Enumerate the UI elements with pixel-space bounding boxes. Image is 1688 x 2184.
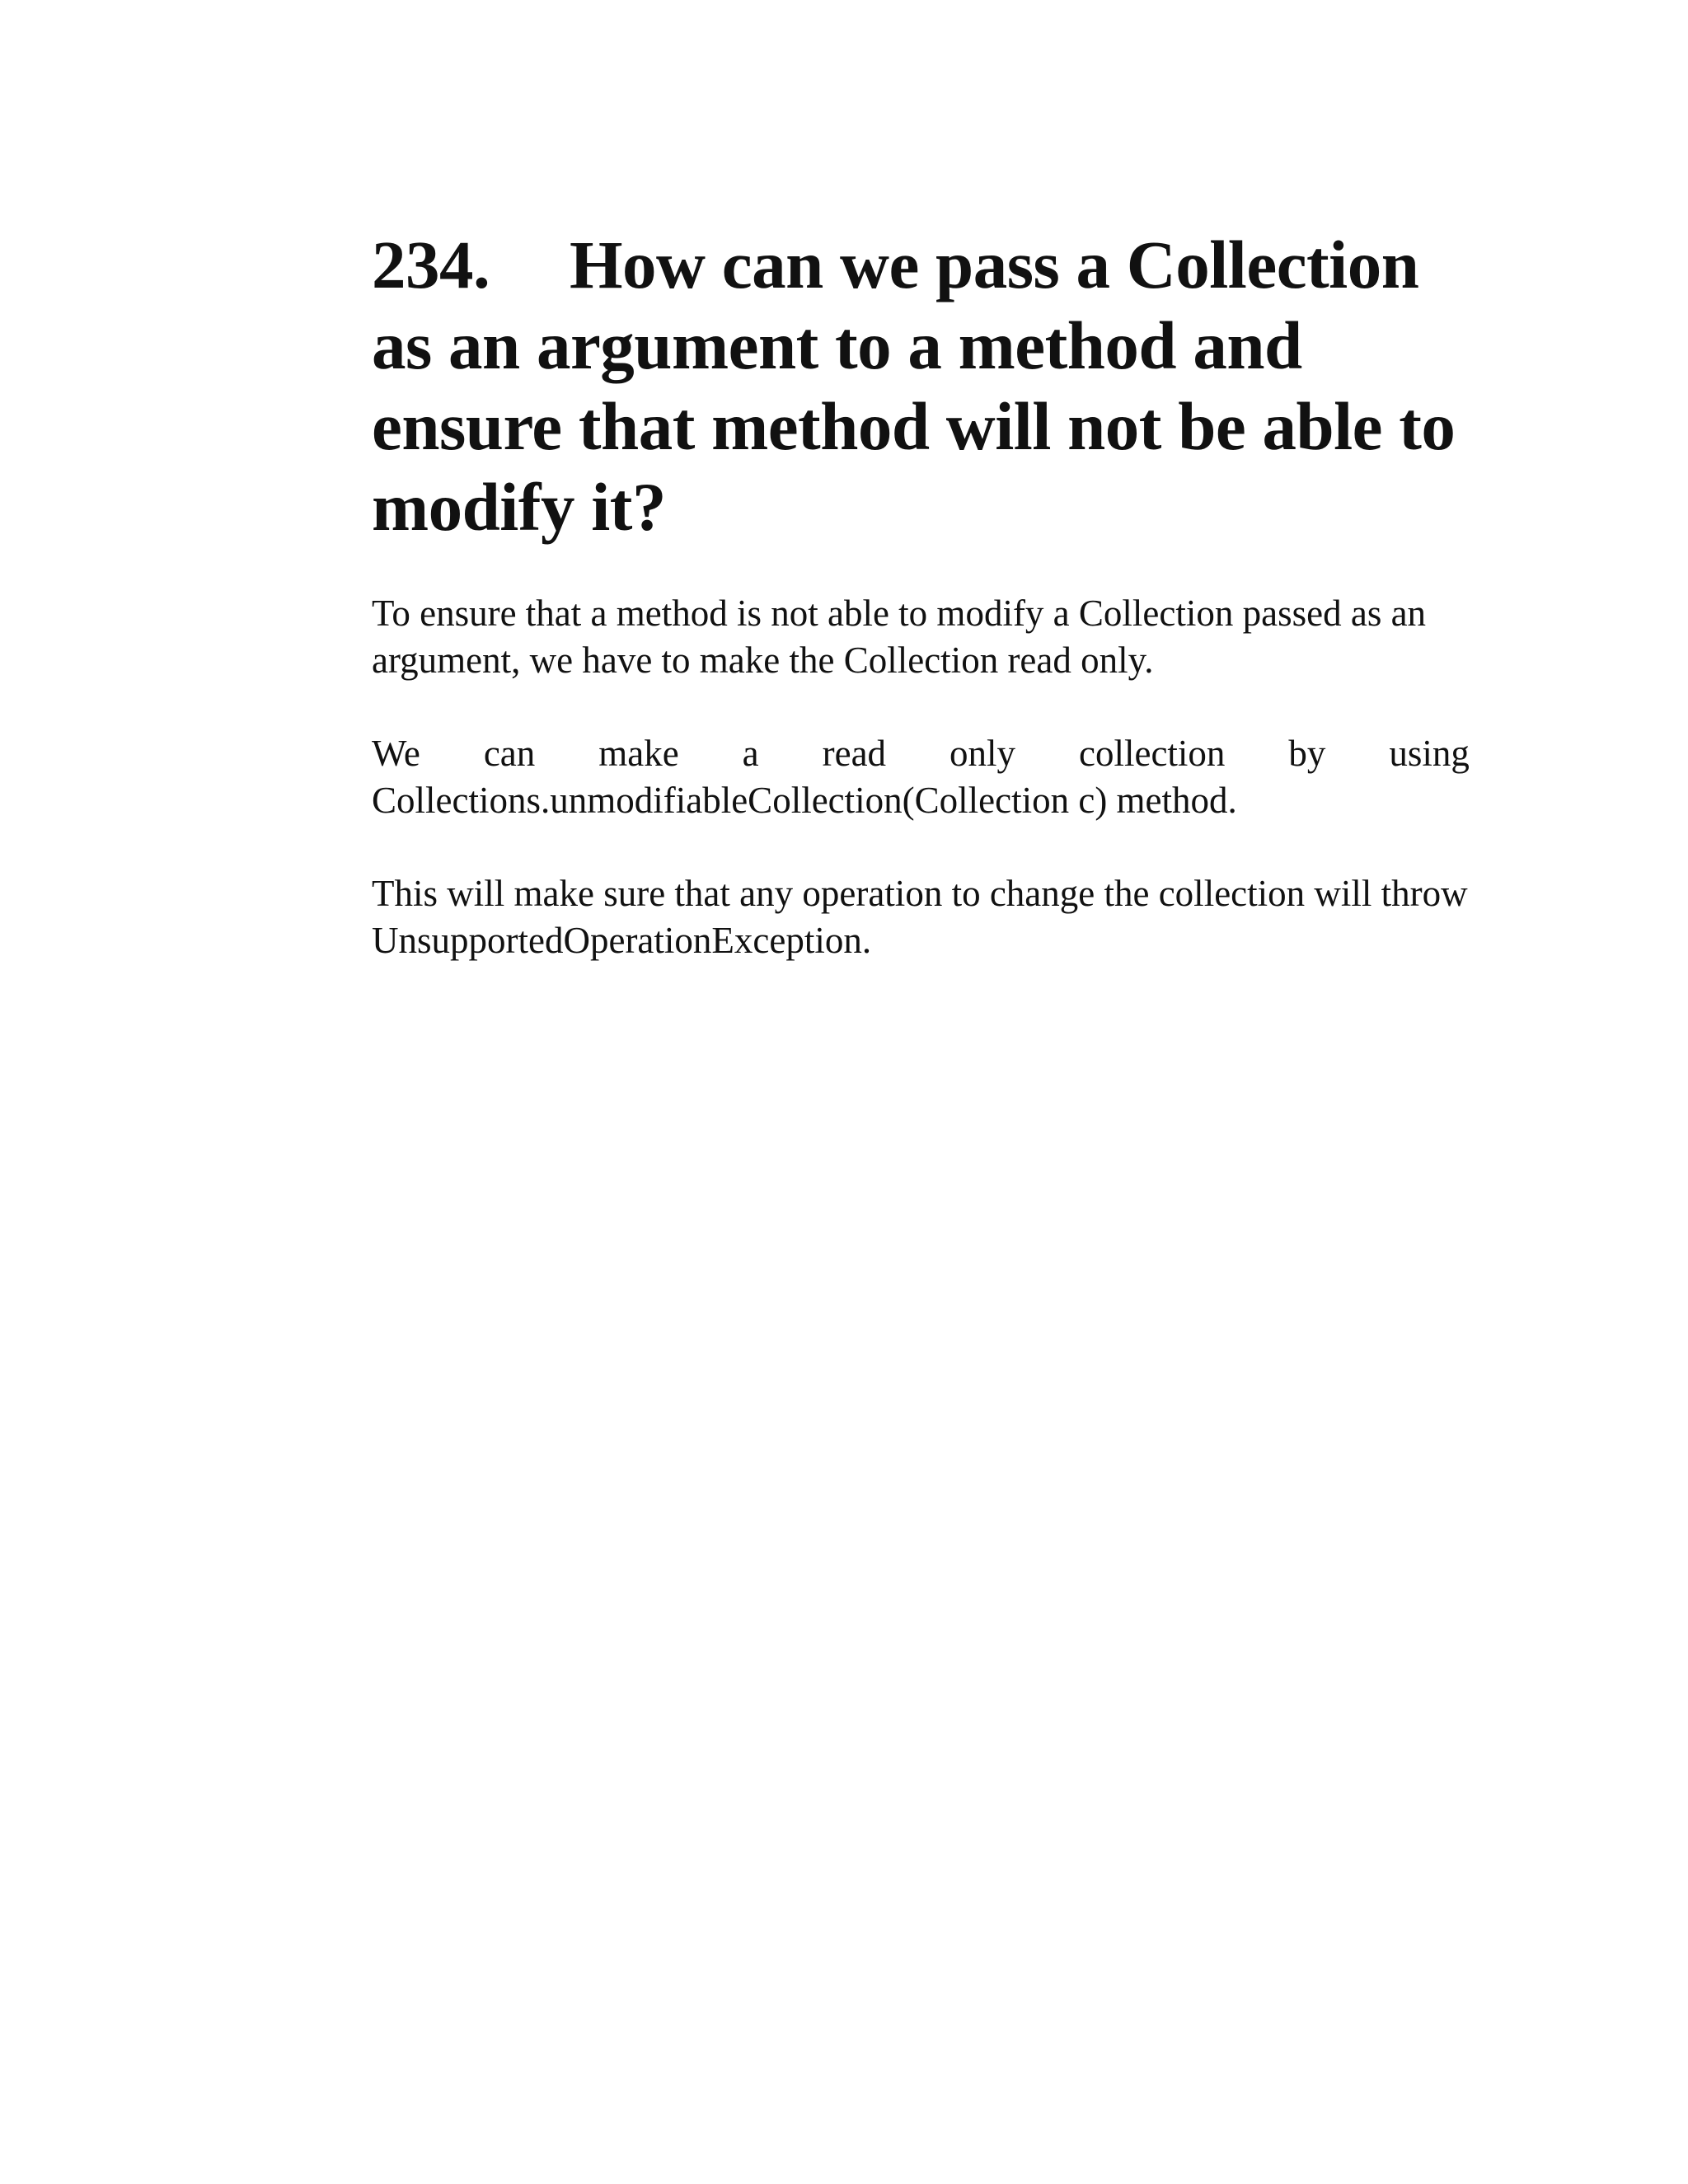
paragraph-read-only: To ensure that a method is not able to modify a Collection passed as an argument, we have to make the Collection read only. (372, 593, 1427, 681)
word: make (598, 733, 679, 774)
question-heading (372, 224, 1470, 547)
page-content (372, 224, 1470, 964)
paragraph-unmodifiable (372, 730, 1470, 824)
question-number: 234. (372, 227, 490, 302)
word: using (1389, 733, 1470, 774)
word: We (372, 733, 420, 774)
question-title: How can we pass a Collection as an argument to a method and ensure that method will not be able to modify it? (372, 227, 1456, 545)
word: a (742, 733, 759, 774)
word: by (1288, 733, 1326, 774)
justified-line (372, 730, 1470, 777)
paragraph-line: Collections.unmodifiableCollection(Collection c) method. (372, 780, 1237, 821)
word: collection (1079, 733, 1226, 774)
word: can (483, 733, 536, 774)
word: read (822, 733, 887, 774)
paragraph-exception: This will make sure that any operation to change the collection will throw UnsupportedOperationException. (372, 873, 1468, 961)
word: only (950, 733, 1016, 774)
